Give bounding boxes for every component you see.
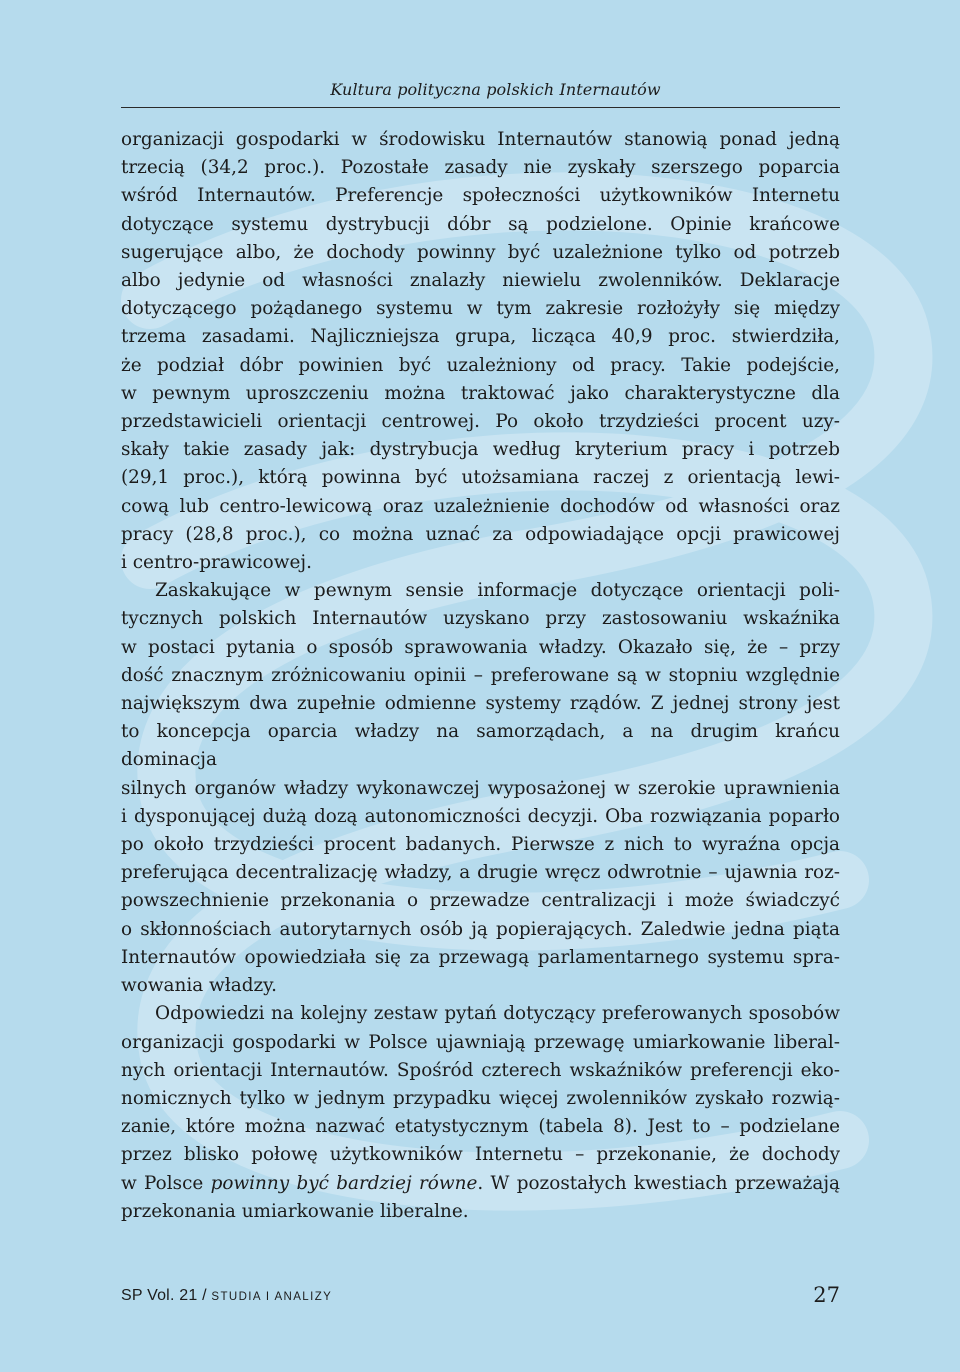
article-body — [121, 126, 840, 1226]
text-line: Zaskakujące w pewnym sensie informacje dotyczące orientacji poli- — [155, 580, 840, 602]
text-line: że podział dóbr powinien być uzależniony od pracy. Takie podejście, — [121, 354, 840, 376]
running-header: Kultura polityczna polskich Internautów — [330, 80, 661, 99]
text-line: trzecią (34,2 proc.). Pozostałe zasady nie zyskały szerszego poparcia — [121, 157, 840, 179]
journal-volume: SP Vol. 21 / — [121, 1287, 212, 1304]
text-line: i dysponującej dużą dozą autonomiczności decyzji. Oba rozwiązania poparło — [121, 805, 840, 827]
text-line: przedstawicieli orientacji centrowej. Po około trzydzieści procent uzy- — [121, 411, 840, 433]
text-line: preferująca decentralizację władzy, a drugie wręcz odwrotnie – ujawnia roz- — [121, 862, 840, 884]
text-line: największym dwa zupełnie odmienne systemy rządów. Z jednej strony jest — [121, 693, 840, 715]
text-line: albo jedynie od własności znalazły niewielu zwolenników. Deklaracje — [121, 270, 840, 292]
text-line: w postaci pytania o sposób sprawowania władzy. Okazało się, że – przy — [121, 636, 840, 658]
paragraph-1 — [121, 126, 840, 577]
text-line: o skłonnościach autorytarnych osób ją popierających. Zaledwie jedna piąta — [121, 918, 840, 940]
text-line: skały takie zasady jak: dystrybucja według kryterium pracy i potrzeb — [121, 439, 840, 461]
text-line: trzema zasadami. Najliczniejsza grupa, licząca 40,9 proc. stwierdziła, — [121, 326, 840, 348]
text-line: to koncepcja oparcia władzy na samorządach, a na drugim krańcu dominacja — [121, 721, 840, 771]
text-line: wśród Internautów. Preferencje społeczności użytkowników Internetu — [121, 185, 840, 207]
journal-series: STUDIA I ANALIZY — [211, 1291, 333, 1303]
text-line: wowania władzy. — [121, 975, 277, 997]
text-line: nomicznych tylko w jednym przypadku więcej zwolenników zyskało rozwią- — [121, 1087, 840, 1109]
paragraph-2 — [121, 577, 840, 1000]
text-line: Odpowiedzi na kolejny zestaw pytań dotyczący preferowanych sposobów — [155, 1003, 840, 1025]
paragraph-3-line-7-end: . W pozostałych kwestiach przeważają — [477, 1172, 840, 1194]
text-line: tycznych polskich Internautów uzyskano przy zastosowaniu wskaźnika — [121, 608, 840, 630]
paragraph-3-last-line: przekonania umiarkowanie liberalne. — [121, 1200, 469, 1222]
paragraph-3-text — [121, 1000, 840, 1169]
text-line: organizacji gospodarki w Polsce ujawniają przewagę umiarkowanie liberal- — [121, 1031, 840, 1053]
text-line: pracy (28,8 proc.), co można uznać za odpowiadające opcji prawicowej — [121, 523, 840, 545]
text-line: silnych organów władzy wykonawczej wyposażonej w szerokie uprawnienia — [121, 777, 840, 799]
journal-footer — [121, 1287, 332, 1305]
text-line: organizacji gospodarki w środowisku Internautów stanowią ponad jedną — [121, 129, 840, 150]
text-line — [121, 1170, 840, 1198]
text-line: po około trzydzieści procent badanych. Pierwsze z nich to wyraźna opcja — [121, 834, 840, 856]
text-line: zanie, które można nazwać etatystycznym (tabela 8). Jest to – podzielane — [121, 1116, 840, 1138]
paragraph-3 — [121, 1000, 840, 1226]
text-line: dość znacznym zróżnicowaniu opinii – preferowane są w stopniu względnie — [121, 664, 840, 686]
text-line: sugerujące albo, że dochody powinny być uzależnione tylko od potrzeb — [121, 241, 840, 263]
header-rule — [121, 107, 840, 108]
text-line: powszechnienie przekonania o przewadze centralizacji i może świadczyć — [121, 890, 840, 912]
text-line: nych orientacji Internautów. Spośród czterech wskaźników preferencji eko- — [121, 1059, 840, 1081]
text-line: i centro-prawicowej. — [121, 552, 312, 574]
text-line: przez blisko połowę użytkowników Internetu – przekonanie, że dochody — [121, 1144, 840, 1166]
text-line: dotyczące systemu dystrybucji dóbr są podzielone. Opinie krańcowe — [121, 213, 840, 235]
text-line: w pewnym uproszczeniu można traktować jako charakterystyczne dla — [121, 382, 840, 404]
text-line: cową lub centro-lewicową oraz uzależnienie dochodów od własności oraz — [121, 495, 840, 517]
text-line: dotyczącego pożądanego systemu w tym zakresie rozłożyły się między — [121, 298, 840, 320]
page-number: 27 — [813, 1283, 840, 1307]
text-line: (29,1 proc.), którą powinna być utożsamiana raczej z orientacją lewi- — [121, 467, 840, 489]
paragraph-3-line-7-start: w Polsce — [121, 1172, 211, 1194]
text-line: Internautów opowiedziała się za przewagą parlamentarnego systemu spra- — [121, 946, 840, 968]
emphasis-phrase: powinny być bardziej równe — [210, 1172, 478, 1194]
